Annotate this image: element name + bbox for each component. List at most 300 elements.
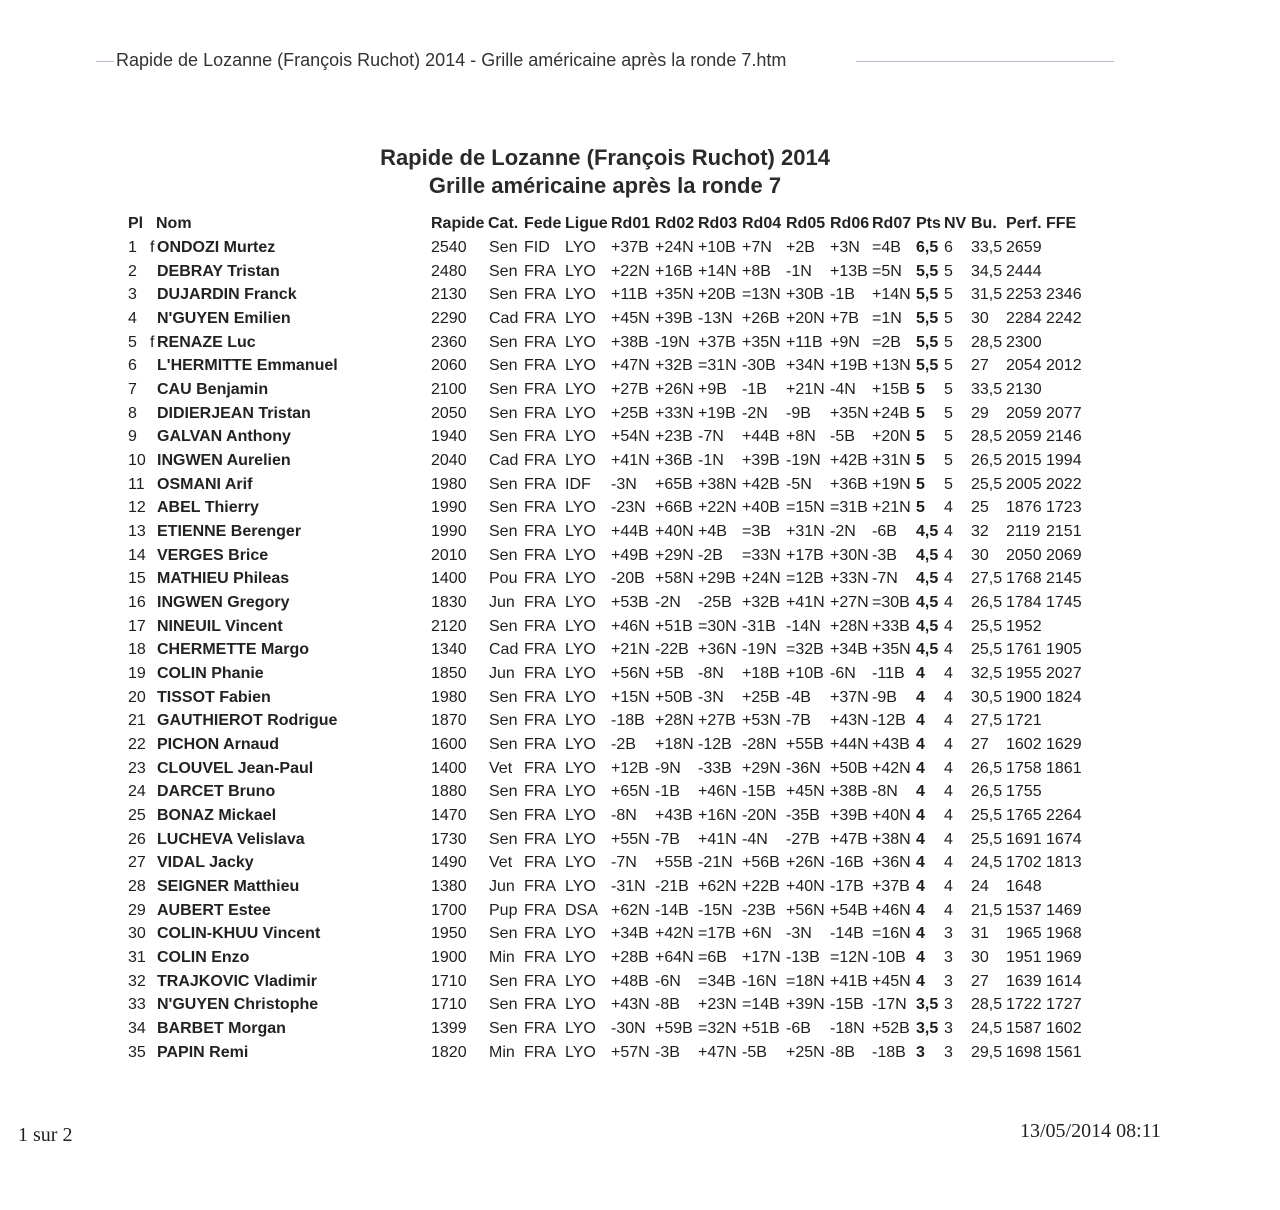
table-cell: COLIN Phanie xyxy=(157,665,264,682)
table-cell: 19 xyxy=(128,665,146,682)
column-header: Nom xyxy=(156,215,192,232)
table-cell: +24B xyxy=(872,405,910,422)
table-cell: -3B xyxy=(872,547,897,564)
table-cell: 27,5 xyxy=(971,570,1003,587)
table-cell: 1 xyxy=(128,239,137,256)
table-cell: Pou xyxy=(489,570,518,587)
table-cell: 1674 xyxy=(1046,831,1082,848)
table-cell: FRA xyxy=(524,523,556,540)
table-cell: Sen xyxy=(489,712,518,729)
table-cell: DSA xyxy=(565,902,598,919)
table-cell: 21 xyxy=(128,712,146,729)
column-header: Rd03 xyxy=(698,215,738,232)
table-cell: +4B xyxy=(698,523,727,540)
table-cell: +39N xyxy=(786,996,825,1013)
table-cell: LYO xyxy=(565,689,596,706)
header-filename: Rapide de Lozanne (François Ruchot) 2014 - Grille américaine après la ronde 7.htm xyxy=(116,50,787,70)
table-cell: LYO xyxy=(565,547,596,564)
table-cell: =12N xyxy=(830,949,869,966)
column-header: FFE xyxy=(1046,215,1077,232)
table-cell: -25B xyxy=(698,594,732,611)
column-header: Fede xyxy=(524,215,562,232)
table-cell: -4B xyxy=(786,689,811,706)
table-cell: Vet xyxy=(489,854,513,871)
table-cell: 1876 xyxy=(1006,499,1042,516)
table-cell: 30,5 xyxy=(971,689,1003,706)
table-cell: 32 xyxy=(971,523,989,540)
table-cell: -30N xyxy=(611,1020,646,1037)
table-cell: 3 xyxy=(128,286,137,303)
table-cell: 2100 xyxy=(431,381,467,398)
print-datetime: 13/05/2014 08:11 xyxy=(1020,1120,1161,1142)
table-cell: 2540 xyxy=(431,239,467,256)
table-cell: 2005 xyxy=(1006,476,1042,493)
table-cell: 25 xyxy=(128,807,146,824)
table-cell: +33B xyxy=(872,618,910,635)
table-cell: +19N xyxy=(872,476,911,493)
table-cell: -16N xyxy=(742,973,777,990)
table-cell: 28,5 xyxy=(971,996,1003,1013)
table-cell: Sen xyxy=(489,499,518,516)
table-cell: 3 xyxy=(944,925,953,942)
table-cell: 1820 xyxy=(431,1044,467,1061)
table-cell: LYO xyxy=(565,641,596,658)
table-cell: +50B xyxy=(830,760,868,777)
table-cell: 5,5 xyxy=(916,310,939,327)
table-cell: 1768 xyxy=(1006,570,1042,587)
table-cell: -21B xyxy=(655,878,689,895)
table-cell: FRA xyxy=(524,594,556,611)
table-cell: 1602 xyxy=(1046,1020,1082,1037)
table-cell: 1587 xyxy=(1006,1020,1042,1037)
table-cell: +46N xyxy=(698,783,737,800)
table-cell: 32 xyxy=(128,973,146,990)
table-cell: 24,5 xyxy=(971,1020,1003,1037)
table-cell: 4 xyxy=(128,310,137,327)
table-cell: 1994 xyxy=(1046,452,1082,469)
table-cell: LYO xyxy=(565,452,596,469)
table-cell: 2050 xyxy=(431,405,467,422)
table-cell: 1723 xyxy=(1046,499,1082,516)
table-cell: FRA xyxy=(524,1044,556,1061)
table-cell: 4,5 xyxy=(916,594,939,611)
table-cell: -11B xyxy=(872,665,905,682)
table-cell: SEIGNER Matthieu xyxy=(157,878,300,895)
table-cell: +58N xyxy=(655,570,694,587)
table-cell: Sen xyxy=(489,831,518,848)
table-cell: +21N xyxy=(872,499,911,516)
table-cell: LYO xyxy=(565,286,596,303)
table-cell: BARBET Morgan xyxy=(157,1020,286,1037)
table-cell: +21N xyxy=(611,641,650,658)
table-cell: =30B xyxy=(872,594,910,611)
table-cell: 4,5 xyxy=(916,570,939,587)
table-cell: -18N xyxy=(830,1020,865,1037)
table-cell: +27N xyxy=(830,594,869,611)
table-cell: +40B xyxy=(742,499,780,516)
table-cell: -27B xyxy=(786,831,820,848)
table-cell: 5 xyxy=(128,334,137,351)
table-cell: +19B xyxy=(698,405,736,422)
table-cell: CAU Benjamin xyxy=(157,381,269,398)
table-cell: LYO xyxy=(565,760,596,777)
table-cell: +45N xyxy=(872,973,911,990)
table-cell: 26,5 xyxy=(971,594,1003,611)
table-cell: 4 xyxy=(944,712,953,729)
table-cell: -31B xyxy=(742,618,776,635)
table-cell: 4 xyxy=(916,736,925,753)
table-cell: =31B xyxy=(830,499,868,516)
table-cell: -5N xyxy=(786,476,812,493)
table-cell: 3 xyxy=(944,973,953,990)
table-cell: 5,5 xyxy=(916,334,939,351)
table-cell: +41N xyxy=(611,452,650,469)
table-cell: RENAZE Luc xyxy=(157,334,256,351)
table-cell: +20B xyxy=(698,286,736,303)
table-cell: 27 xyxy=(128,854,146,871)
table-cell: +22N xyxy=(698,499,737,516)
table-cell: +19B xyxy=(830,357,868,374)
table-cell: 2264 xyxy=(1046,807,1082,824)
table-cell: 2146 xyxy=(1046,428,1082,445)
table-cell: 3,5 xyxy=(916,996,939,1013)
table-cell: 4 xyxy=(944,807,953,824)
table-cell: -19N xyxy=(655,334,690,351)
table-cell: MATHIEU Phileas xyxy=(157,570,290,587)
table-cell: +39B xyxy=(655,310,693,327)
table-cell: -3N xyxy=(611,476,637,493)
table-cell: 1380 xyxy=(431,878,467,895)
table-cell: 6,5 xyxy=(916,239,939,256)
table-cell: +53N xyxy=(742,712,781,729)
table-cell: -3N xyxy=(698,689,724,706)
table-cell: +31N xyxy=(872,452,911,469)
table-cell: NINEUIL Vincent xyxy=(157,618,283,635)
table-cell: LYO xyxy=(565,949,596,966)
table-cell: +26B xyxy=(742,310,780,327)
table-cell: 1824 xyxy=(1046,689,1082,706)
header-rule-left xyxy=(96,61,114,62)
table-cell: ONDOZI Murtez xyxy=(157,239,276,256)
page-title: Rapide de Lozanne (François Ruchot) 2014 xyxy=(380,145,830,170)
table-cell: TRAJKOVIC Vladimir xyxy=(157,973,318,990)
table-cell: +36B xyxy=(830,476,868,493)
table-cell: 2059 xyxy=(1006,428,1042,445)
table-cell: 28,5 xyxy=(971,334,1003,351)
table-cell: 1758 xyxy=(1006,760,1042,777)
table-cell: +14N xyxy=(872,286,911,303)
table-cell: FRA xyxy=(524,263,556,280)
table-cell: 2444 xyxy=(1006,263,1042,280)
table-cell: 4,5 xyxy=(916,618,939,635)
table-cell: 1730 xyxy=(431,831,467,848)
table-cell: +56N xyxy=(786,902,825,919)
table-cell: 28,5 xyxy=(971,428,1003,445)
table-cell: 2027 xyxy=(1046,665,1082,682)
column-header: Perf. xyxy=(1006,215,1042,232)
table-cell: 25,5 xyxy=(971,831,1003,848)
table-cell: +57N xyxy=(611,1044,650,1061)
column-header: Rd07 xyxy=(872,215,912,232)
table-cell: AUBERT Estee xyxy=(157,902,271,919)
table-cell: -4N xyxy=(742,831,768,848)
table-cell: 4 xyxy=(916,712,925,729)
table-cell: -36N xyxy=(786,760,821,777)
table-cell: 5 xyxy=(944,476,953,493)
table-cell: +14N xyxy=(698,263,737,280)
table-cell: -31N xyxy=(611,878,646,895)
table-cell: -2N xyxy=(655,594,681,611)
table-cell: 4 xyxy=(916,925,925,942)
table-cell: FRA xyxy=(524,334,556,351)
table-cell: +39B xyxy=(742,452,780,469)
table-cell: 5 xyxy=(944,405,953,422)
table-cell: FRA xyxy=(524,760,556,777)
table-cell: CLOUVEL Jean-Paul xyxy=(157,760,314,777)
table-cell: +41N xyxy=(698,831,737,848)
table-cell: 5 xyxy=(916,499,925,516)
table-cell: Sen xyxy=(489,357,518,374)
table-cell: 1629 xyxy=(1046,736,1082,753)
table-cell: +33N xyxy=(830,570,869,587)
table-cell: 24 xyxy=(971,878,989,895)
table-cell: +39B xyxy=(830,807,868,824)
table-cell: 2242 xyxy=(1046,310,1082,327)
table-cell: +6N xyxy=(742,925,772,942)
table-cell: 2022 xyxy=(1046,476,1082,493)
table-cell: -13N xyxy=(698,310,733,327)
table-cell: +51B xyxy=(742,1020,780,1037)
table-cell: +54N xyxy=(611,428,650,445)
table-cell: Sen xyxy=(489,689,518,706)
table-cell: 23 xyxy=(128,760,146,777)
table-cell: +29B xyxy=(698,570,736,587)
table-cell: 35 xyxy=(128,1044,146,1061)
table-cell: COLIN-KHUU Vincent xyxy=(157,925,321,942)
table-cell: -7B xyxy=(786,712,811,729)
table-cell: FRA xyxy=(524,689,556,706)
table-cell: Jun xyxy=(489,594,515,611)
table-cell: LYO xyxy=(565,594,596,611)
table-cell: 2054 xyxy=(1006,357,1042,374)
table-cell: +36N xyxy=(872,854,911,871)
table-cell: 4 xyxy=(944,618,953,635)
print-header xyxy=(96,50,1114,74)
table-cell: 25,5 xyxy=(971,807,1003,824)
table-cell: -20B xyxy=(611,570,645,587)
table-cell: +42B xyxy=(830,452,868,469)
table-cell: +20N xyxy=(786,310,825,327)
column-header: Ligue xyxy=(565,215,608,232)
table-cell: 26 xyxy=(128,831,146,848)
table-cell: +41B xyxy=(830,973,868,990)
table-cell: PICHON Arnaud xyxy=(157,736,280,753)
table-cell: =14B xyxy=(742,996,780,1013)
table-cell: FRA xyxy=(524,381,556,398)
table-cell: +33N xyxy=(655,405,694,422)
table-cell: 2077 xyxy=(1046,405,1082,422)
table-cell: +3N xyxy=(830,239,860,256)
table-cell: 29 xyxy=(971,405,989,422)
table-cell: LYO xyxy=(565,239,596,256)
table-cell: -8N xyxy=(611,807,637,824)
table-cell: 26,5 xyxy=(971,760,1003,777)
table-cell: GALVAN Anthony xyxy=(157,428,291,445)
table-cell: +7N xyxy=(742,239,772,256)
table-cell: LYO xyxy=(565,996,596,1013)
table-cell: 24 xyxy=(128,783,146,800)
table-cell: +2B xyxy=(786,239,815,256)
table-cell: 1861 xyxy=(1046,760,1082,777)
table-cell: +13N xyxy=(872,357,911,374)
table-cell: LYO xyxy=(565,618,596,635)
table-cell: -8B xyxy=(655,996,680,1013)
table-cell: Sen xyxy=(489,334,518,351)
table-cell: -17B xyxy=(830,878,864,895)
table-cell: -12B xyxy=(698,736,732,753)
table-cell: 1900 xyxy=(431,949,467,966)
table-cell: f xyxy=(150,239,155,256)
table-cell: 24,5 xyxy=(971,854,1003,871)
table-cell: +35N xyxy=(872,641,911,658)
table-cell: 2659 xyxy=(1006,239,1042,256)
table-cell: =12B xyxy=(786,570,824,587)
table-cell: LYO xyxy=(565,405,596,422)
table-cell: LYO xyxy=(565,854,596,871)
table-cell: +46N xyxy=(611,618,650,635)
table-cell: 6 xyxy=(128,357,137,374)
table-cell: 1490 xyxy=(431,854,467,871)
table-cell: +16N xyxy=(698,807,737,824)
table-cell: 6 xyxy=(944,239,953,256)
table-cell: +27B xyxy=(698,712,736,729)
table-cell: +15N xyxy=(611,689,650,706)
table-cell: -30B xyxy=(742,357,776,374)
table-cell: Sen xyxy=(489,405,518,422)
table-cell: FRA xyxy=(524,476,556,493)
table-cell: 4,5 xyxy=(916,523,939,540)
table-cell: 4 xyxy=(916,689,925,706)
table-cell: -1N xyxy=(698,452,724,469)
table-cell: +47N xyxy=(698,1044,737,1061)
header-rule-right xyxy=(856,61,1114,62)
table-cell: 1745 xyxy=(1046,594,1082,611)
table-cell: 2012 xyxy=(1046,357,1082,374)
table-cell: 25,5 xyxy=(971,476,1003,493)
table-cell: FRA xyxy=(524,973,556,990)
table-cell: -6B xyxy=(872,523,897,540)
table-cell: 3 xyxy=(944,996,953,1013)
table-cell: +40N xyxy=(872,807,911,824)
table-cell: 1784 xyxy=(1006,594,1042,611)
table-cell: 2300 xyxy=(1006,334,1042,351)
table-cell: +45N xyxy=(786,783,825,800)
table-cell: +8N xyxy=(786,428,816,445)
table-cell: 34 xyxy=(128,1020,146,1037)
column-header: Rd01 xyxy=(611,215,651,232)
table-cell: -1N xyxy=(786,263,812,280)
table-cell: +16B xyxy=(655,263,693,280)
table-cell: 4 xyxy=(916,878,925,895)
table-cell: N'GUYEN Emilien xyxy=(157,310,291,327)
table-cell: 4 xyxy=(944,783,953,800)
table-cell: FRA xyxy=(524,310,556,327)
table-cell: BONAZ Mickael xyxy=(157,807,277,824)
table-cell: Jun xyxy=(489,665,515,682)
table-cell: +49B xyxy=(611,547,649,564)
table-cell: 1710 xyxy=(431,996,467,1013)
table-cell: 3 xyxy=(944,949,953,966)
table-cell: 1561 xyxy=(1046,1044,1082,1061)
table-cell: -3N xyxy=(786,925,812,942)
table-cell: +43B xyxy=(655,807,693,824)
table-cell: +22B xyxy=(742,878,780,895)
table-cell: 5 xyxy=(916,476,925,493)
table-cell: -19N xyxy=(786,452,821,469)
table-cell: Sen xyxy=(489,547,518,564)
table-cell: 1340 xyxy=(431,641,467,658)
table-cell: 2010 xyxy=(431,547,467,564)
table-cell: +9B xyxy=(698,381,727,398)
table-cell: +38B xyxy=(611,334,649,351)
table-cell: 11 xyxy=(128,476,145,493)
table-cell: 2059 xyxy=(1006,405,1042,422)
table-cell: -23B xyxy=(742,902,776,919)
table-cell: 4 xyxy=(944,689,953,706)
table-cell: 4 xyxy=(916,902,925,919)
table-cell: Sen xyxy=(489,736,518,753)
table-cell: FRA xyxy=(524,878,556,895)
table-cell: =3B xyxy=(742,523,771,540)
table-cell: +37B xyxy=(611,239,649,256)
table-cell: +28N xyxy=(830,618,869,635)
table-cell: Vet xyxy=(489,760,513,777)
table-cell: f xyxy=(150,334,155,351)
table-cell: +56N xyxy=(611,665,650,682)
table-cell: 1980 xyxy=(431,689,467,706)
table-cell: 1969 xyxy=(1046,949,1082,966)
table-cell: 2060 xyxy=(431,357,467,374)
table-cell: Sen xyxy=(489,286,518,303)
table-cell: 4 xyxy=(944,594,953,611)
table-cell: 2069 xyxy=(1046,547,1082,564)
table-cell: LYO xyxy=(565,973,596,990)
table-cell: +29N xyxy=(655,547,694,564)
table-cell: +32B xyxy=(655,357,693,374)
table-cell: -12B xyxy=(872,712,906,729)
table-cell: 4 xyxy=(916,854,925,871)
table-cell: -9N xyxy=(655,760,681,777)
table-cell: 17 xyxy=(128,618,146,635)
table-cell: 4 xyxy=(944,499,953,516)
table-cell: +38N xyxy=(872,831,911,848)
table-cell: 4 xyxy=(944,831,953,848)
table-cell: LYO xyxy=(565,1044,596,1061)
table-cell: -7B xyxy=(655,831,680,848)
table-cell: -6N xyxy=(655,973,681,990)
table-cell: 5 xyxy=(944,334,953,351)
table-cell: Cad xyxy=(489,310,519,327)
table-cell: +37B xyxy=(872,878,910,895)
table-cell: +36N xyxy=(698,641,737,658)
table-cell: +35N xyxy=(830,405,869,422)
table-cell: LYO xyxy=(565,310,596,327)
table-cell: IDF xyxy=(565,476,591,493)
table-cell: =1N xyxy=(872,310,902,327)
table-cell: +28B xyxy=(611,949,649,966)
table-cell: +43N xyxy=(611,996,650,1013)
table-cell: FRA xyxy=(524,428,556,445)
